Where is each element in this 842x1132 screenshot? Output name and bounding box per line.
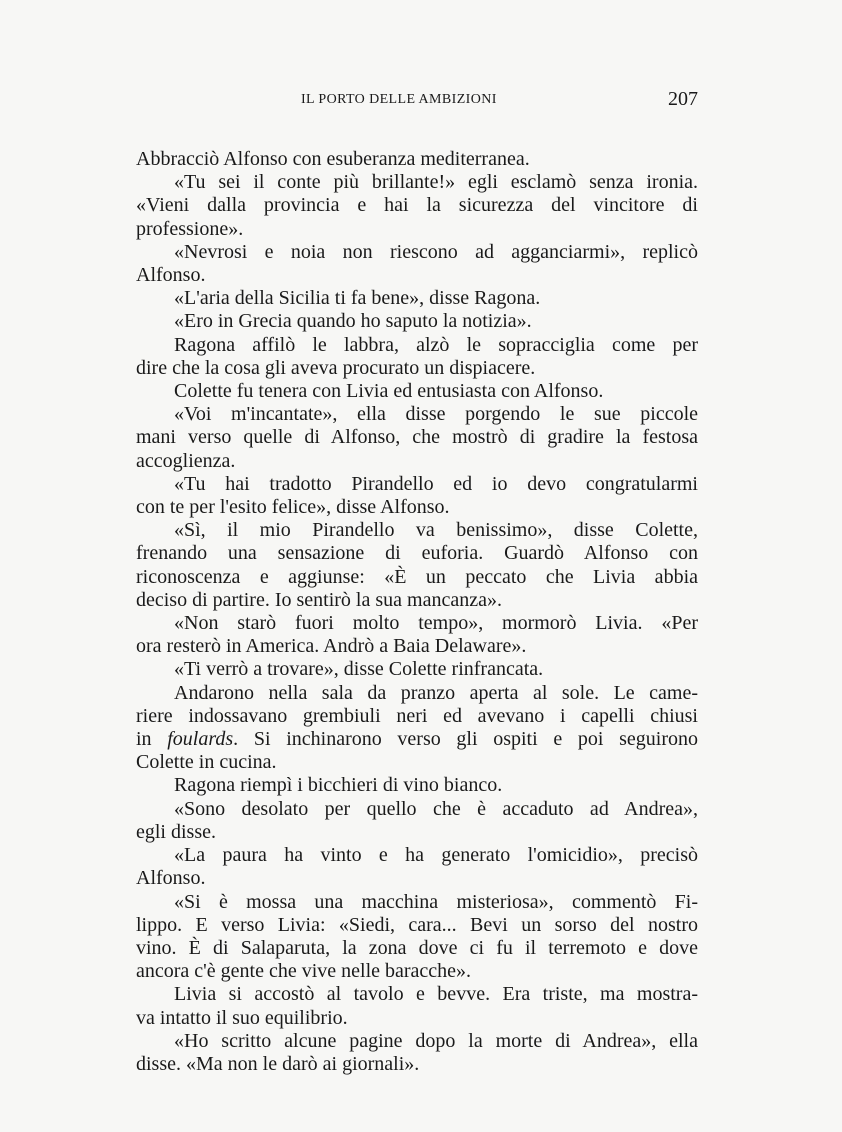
text-line: Ragona riempì i bicchieri di vino bianco. [174, 774, 503, 797]
text-line: «L'aria della Sicilia ti fa bene», disse Ragona. [174, 287, 541, 310]
text-line: «Non starò fuori molto tempo», mormorò Livia. «Per [174, 612, 698, 635]
text-line: Livia si accostò al tavolo e bevve. Era triste, ma mostra- [174, 983, 698, 1006]
text-line: Alfonso. [136, 867, 206, 890]
text-line: «Ho scritto alcune pagine dopo la morte di Andrea», ella [174, 1029, 698, 1052]
text-line: «Vieni dalla provincia e hai la sicurezza del vincitore di [136, 194, 698, 217]
running-header [136, 88, 698, 114]
body-text [136, 148, 698, 1076]
text-line: Abbracciò Alfonso con esuberanza mediterranea. [136, 148, 530, 170]
text-line: ancora c'è gente che vive nelle baracche». [136, 960, 472, 983]
text-line: va intatto il suo equilibrio. [136, 1006, 348, 1029]
text-line: «Ti verrò a trovare», disse Colette rinfrancata. [174, 658, 544, 681]
text-line: lippo. E verso Livia: «Siedi, cara... Bevi un sorso del nostro [136, 913, 698, 936]
text-line [136, 728, 698, 751]
text-line: riconoscenza e aggiunse: «È un peccato che Livia abbia [136, 565, 698, 588]
text-line: egli disse. [136, 820, 216, 843]
text-line: dire che la cosa gli aveva procurato un dispiacere. [136, 356, 536, 379]
text-line-segment: . Si inchinarono verso gli ospiti e poi seguirono [233, 728, 698, 751]
text-line: «Sì, il mio Pirandello va benissimo», disse Colette, [174, 519, 698, 542]
text-line: «Tu hai tradotto Pirandello ed io devo congratularmi [174, 472, 698, 495]
text-line: vino. È di Salaparuta, la zona dove ci fu il terremoto e dove [136, 936, 698, 959]
text-line: disse. «Ma non le darò ai giornali». [136, 1052, 420, 1075]
text-line: riere indossavano grembiuli neri ed avevano i capelli chiusi [136, 704, 698, 727]
page-number: 207 [668, 88, 698, 110]
text-line: «Tu sei il conte più brillante!» egli esclamò senza ironia. [174, 171, 698, 194]
text-line-segment: in [136, 728, 168, 751]
text-line: «Ero in Grecia quando ho saputo la notizia». [174, 310, 532, 333]
text-line: «Si è mossa una macchina misteriosa», commentò Fi- [174, 890, 698, 913]
text-line: professione». [136, 217, 244, 240]
text-line: con te per l'esito felice», disse Alfonso. [136, 496, 450, 519]
text-line: mani verso quelle di Alfonso, che mostrò di gradire la festosa [136, 426, 698, 449]
running-title: IL PORTO DELLE AMBIZIONI [301, 92, 497, 107]
text-line: Colette fu tenera con Livia ed entusiasta con Alfonso. [174, 380, 604, 403]
text-line: Alfonso. [136, 264, 206, 287]
text-line: «Voi m'incantate», ella disse porgendo le sue piccole [174, 403, 698, 426]
text-line: «Nevrosi e noia non riescono ad agganciarmi», replicò [174, 240, 698, 263]
text-line: Colette in cucina. [136, 751, 277, 774]
text-line: Ragona affilò le labbra, alzò le sopracciglia come per [174, 333, 698, 356]
text-line: «Sono desolato per quello che è accaduto ad Andrea», [174, 797, 698, 820]
text-line: Andarono nella sala da pranzo aperta al sole. Le came- [174, 681, 698, 704]
italic-term: foulards [167, 728, 234, 751]
text-line: accoglienza. [136, 449, 236, 472]
text-line: deciso di partire. Io sentirò la sua mancanza». [136, 588, 502, 611]
text-line: frenando una sensazione di euforia. Guardò Alfonso con [136, 542, 698, 565]
text-line: «La paura ha vinto e ha generato l'omicidio», precisò [174, 844, 698, 867]
text-line: ora resterò in America. Andrò a Baia Delaware». [136, 635, 527, 658]
